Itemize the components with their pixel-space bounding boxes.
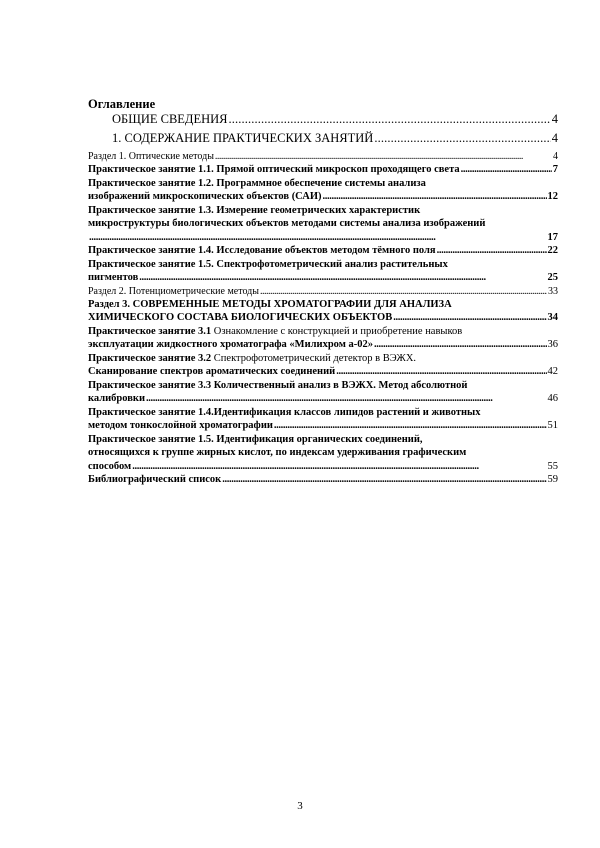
leader-dots xyxy=(228,110,550,129)
toc-entry-title-line: Практическое занятие 1.5. Идентификация органических соединений, xyxy=(88,433,423,445)
toc-entry-practice-3-3[interactable] xyxy=(88,379,558,406)
toc-entry-title-line: микроструктуры биологических объектов методами системы анализа изображений xyxy=(88,218,486,229)
toc-entry-practice-1-1[interactable] xyxy=(88,163,558,177)
toc-entry-title-line: Практическое занятие 1.3. Измерение геометрических характеристик xyxy=(88,204,421,216)
leader-dots xyxy=(89,231,547,245)
table-of-contents xyxy=(88,110,558,487)
toc-entry-title-line: относящихся к группе жирных кислот, по индексам удерживания графическим xyxy=(88,447,467,458)
toc-heading: Оглавление xyxy=(88,97,156,111)
toc-entry-section-1[interactable] xyxy=(88,150,558,163)
toc-entry-practice-1-4[interactable] xyxy=(88,244,558,258)
toc-entry-prefix: Практическое занятие 3.1 xyxy=(88,325,212,337)
toc-entry-prefix: Практическое занятие 3.2 xyxy=(88,352,212,364)
toc-entry-practice-1-5[interactable] xyxy=(88,258,558,285)
leader-dots xyxy=(222,473,546,487)
toc-entry-title: эксплуатации жидкостного хроматографа «Милихром а-02» xyxy=(88,339,373,350)
toc-entry-page: 46 xyxy=(547,393,558,404)
toc-entry-page: 7 xyxy=(552,164,558,175)
toc-entry-page: 34 xyxy=(547,312,558,323)
toc-entry-title: пигментов xyxy=(88,272,139,283)
toc-entry-page: 55 xyxy=(547,460,558,472)
toc-entry-fatty-acids[interactable] xyxy=(88,433,558,474)
toc-entry-practice-3-1[interactable] xyxy=(88,325,558,352)
toc-entry-title-line: Ознакомление с конструкцией и приобретение навыков xyxy=(211,325,463,337)
leader-dots xyxy=(393,311,546,325)
leader-dots xyxy=(323,190,547,204)
toc-entry-page: 12 xyxy=(547,191,558,202)
toc-entry-page: 33 xyxy=(548,285,558,297)
toc-entry-page: 4 xyxy=(553,151,558,162)
toc-entry-title: ОБЩИЕ СВЕДЕНИЯ xyxy=(112,112,228,126)
toc-entry-title: Раздел 2. Потенциометрические методы xyxy=(88,285,259,297)
toc-entry-title-line: Практическое занятие 1.2. Программное обеспечение системы анализа xyxy=(88,177,426,189)
leader-dots xyxy=(139,271,546,285)
leader-dots xyxy=(274,419,547,433)
toc-entry-practice-1-2[interactable] xyxy=(88,177,558,204)
toc-entry-practice-3-2[interactable] xyxy=(88,352,558,379)
toc-entry-page: 4 xyxy=(551,112,558,126)
toc-entry-title: методом тонкослойной хроматографии xyxy=(88,420,273,431)
toc-entry-title: Практическое занятие 1.4. Исследование объектов методом тёмного поля xyxy=(88,245,436,256)
page-number: 3 xyxy=(297,800,303,812)
toc-entry-bibliography[interactable] xyxy=(88,473,558,487)
toc-entry-page: 22 xyxy=(547,245,558,256)
toc-entry-title-line: Практическое занятие 1.4.Идентификация классов липидов растений и животных xyxy=(88,406,481,418)
toc-entry-title: Раздел 1. Оптические методы xyxy=(88,151,214,162)
toc-entry-page: 4 xyxy=(551,131,558,145)
toc-entry-practice-1-3[interactable] xyxy=(88,204,558,245)
toc-entry-page: 25 xyxy=(547,272,558,283)
leader-dots xyxy=(260,285,547,298)
toc-entry-title: калибровки xyxy=(88,393,146,404)
toc-entry-page: 51 xyxy=(547,420,558,431)
toc-entry-section-3[interactable] xyxy=(88,298,558,325)
toc-entry-title: Библиографический список xyxy=(88,474,222,485)
leader-dots xyxy=(374,338,547,352)
leader-dots xyxy=(374,129,550,148)
toc-entry-title: Сканирование спектров ароматических соединений xyxy=(88,366,336,377)
toc-entry-title-line: Количественный анализ в ВЭЖХ. Метод абсолютной xyxy=(211,379,468,391)
toc-entry-title-line: Раздел 3. СОВРЕМЕННЫЕ МЕТОДЫ ХРОМАТОГРАФИИ ДЛЯ АНАЛИЗА xyxy=(88,298,452,310)
leader-dots xyxy=(132,460,546,474)
leader-dots xyxy=(215,150,552,163)
toc-entry-title: изображений микроскопических объектов (САИ) xyxy=(88,191,322,202)
toc-entry-page: 42 xyxy=(547,366,558,377)
leader-dots xyxy=(336,365,546,379)
leader-dots xyxy=(146,392,546,406)
toc-entry-section-2[interactable] xyxy=(88,285,558,298)
toc-entry-general-info[interactable] xyxy=(88,110,558,129)
toc-entry-lipids[interactable] xyxy=(88,406,558,433)
toc-entry-prefix: Практическое занятие 3.3 xyxy=(88,379,212,391)
toc-entry-page: 36 xyxy=(547,339,558,350)
toc-entry-title-line: Практическое занятие 1.5. Спектрофотометрический анализ растительных xyxy=(88,258,448,270)
toc-entry-title: Практическое занятие 1.1. Прямой оптический микроскоп проходящего света xyxy=(88,164,460,175)
toc-entry-title: способом xyxy=(88,460,132,472)
toc-entry-page: 59 xyxy=(547,474,558,485)
toc-entry-page: 17 xyxy=(547,231,558,243)
toc-entry-practical-content[interactable] xyxy=(88,129,558,148)
toc-entry-title: ХИМИЧЕСКОГО СОСТАВА БИОЛОГИЧЕСКИХ ОБЪЕКТОВ xyxy=(88,312,393,323)
leader-dots xyxy=(437,244,547,258)
leader-dots xyxy=(461,163,552,177)
toc-entry-title-line: Спектрофотометрический детектор в ВЭЖХ. xyxy=(211,352,417,364)
toc-entry-title: 1. СОДЕРЖАНИЕ ПРАКТИЧЕСКИХ ЗАНЯТИЙ xyxy=(112,131,374,145)
